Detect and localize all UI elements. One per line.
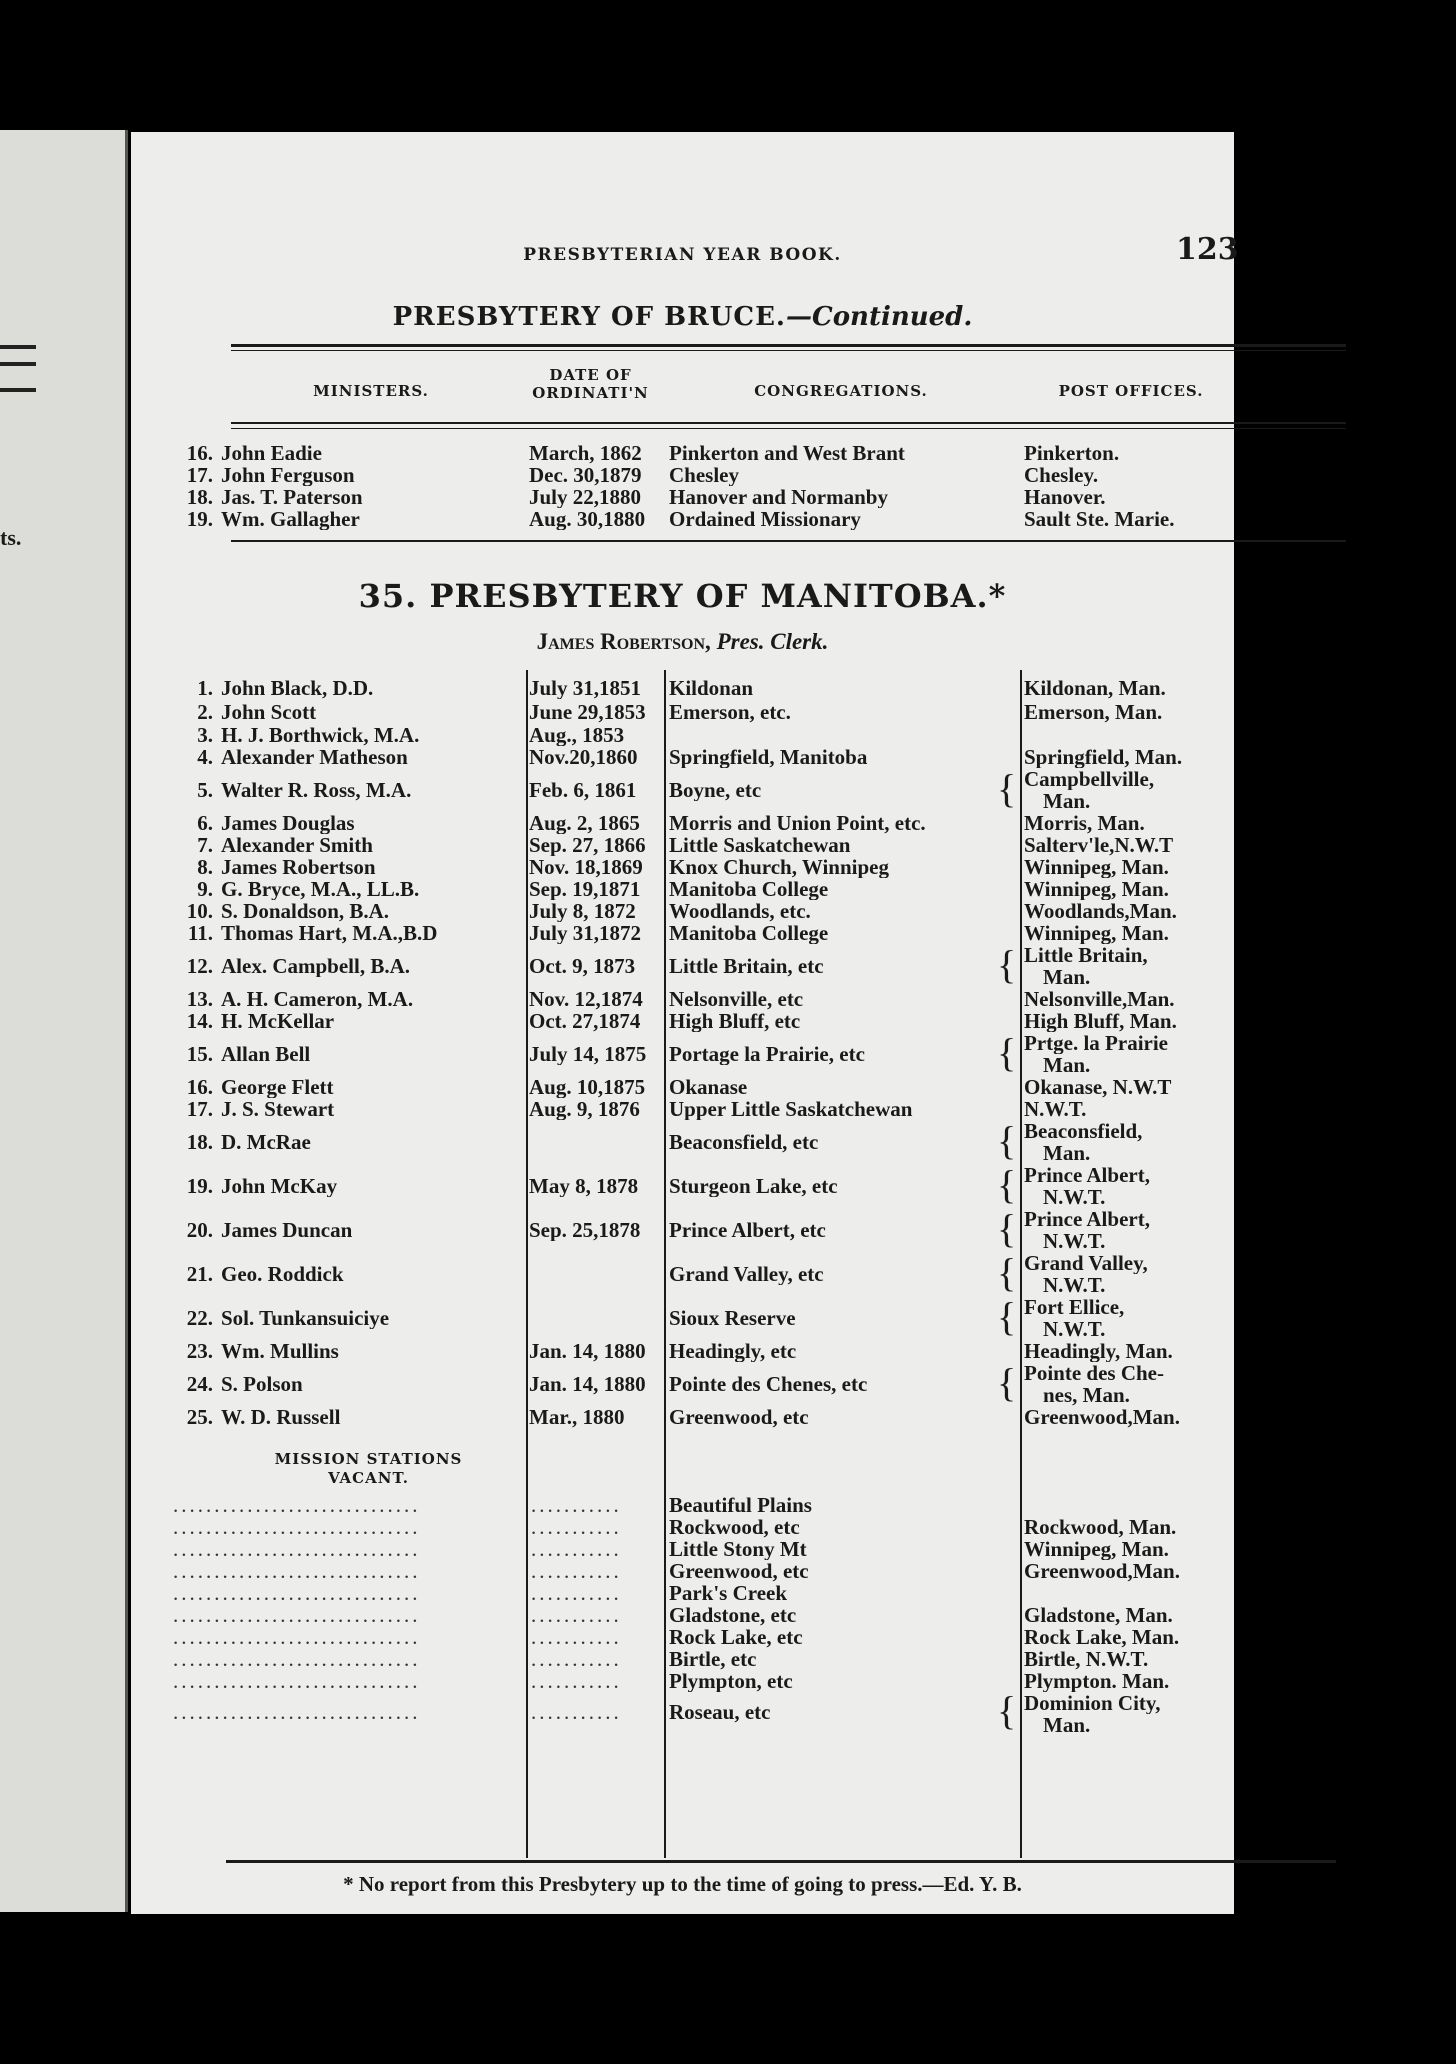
leader-dots: .............................. [173, 1516, 421, 1538]
ordination-date: Aug. 9, 1876 [529, 1098, 640, 1120]
leader-dots: ........... [531, 1494, 622, 1516]
minister-name: Allan Bell [221, 1043, 311, 1065]
leader-dots: ........... [531, 1516, 622, 1538]
congregation: Greenwood, etc [669, 1406, 809, 1428]
post-office: Winnipeg, Man. [1024, 856, 1169, 878]
manitoba-row [131, 1032, 1234, 1076]
post-office: Beaconsfield, [1024, 1120, 1143, 1142]
row-number: 16. [186, 1076, 213, 1098]
document-page [131, 132, 1239, 1914]
post-office: Kildonan, Man. [1024, 677, 1166, 699]
row-number: 22. [186, 1307, 213, 1329]
mission-row [131, 1582, 1234, 1604]
col-post-offices: POST OFFICES. [1058, 382, 1204, 400]
minister-name: James Robertson [221, 856, 376, 878]
minister-name: Thomas Hart, M.A.,B.D [221, 922, 438, 944]
manitoba-row [131, 768, 1234, 812]
congregation: Portage la Prairie, etc [669, 1043, 865, 1065]
post-office: Rockwood, Man. [1024, 1516, 1177, 1538]
manitoba-row [131, 1340, 1234, 1362]
mission-row [131, 1648, 1234, 1670]
minister-name: Geo. Roddick [221, 1263, 344, 1285]
ordination-date: July 22,1880 [529, 486, 642, 508]
row-number: 4. [197, 746, 213, 768]
post-office: High Bluff, Man. [1024, 1010, 1177, 1032]
minister-name: Alexander Smith [221, 834, 373, 856]
congregation: Grand Valley, etc [669, 1263, 824, 1285]
ordination-date: July 8, 1872 [529, 900, 636, 922]
post-office: N.W.T. [1024, 1098, 1087, 1120]
congregation: High Bluff, etc [669, 1010, 801, 1032]
manitoba-row [131, 1120, 1234, 1164]
congregation: Manitoba College [669, 878, 829, 900]
manitoba-row [131, 1296, 1234, 1340]
bruce-continued: —Continued. [786, 302, 973, 332]
manitoba-row [131, 900, 1234, 922]
post-office-line2: Man. [1043, 790, 1091, 812]
brace-glyph: { [997, 1121, 1017, 1161]
ordination-date: May 8, 1878 [529, 1175, 639, 1197]
brace-glyph: { [997, 1297, 1017, 1337]
leader-dots: .............................. [173, 1701, 421, 1723]
post-office: Prince Albert, [1024, 1164, 1150, 1186]
post-office: Pinkerton. [1024, 442, 1120, 464]
ordination-date: Feb. 6, 1861 [529, 779, 637, 801]
manitoba-row [131, 1252, 1234, 1296]
col-congregations: CONGREGATIONS. [754, 382, 928, 400]
mission-row [131, 1516, 1234, 1538]
manitoba-row [131, 856, 1234, 878]
congregation: Pointe des Chenes, etc [669, 1373, 868, 1395]
post-office-line2: N.W.T. [1043, 1274, 1106, 1296]
manitoba-row [131, 1010, 1234, 1032]
running-head: PRESBYTERIAN YEAR BOOK. [523, 245, 842, 265]
ordination-date: Jan. 14, 1880 [529, 1340, 646, 1362]
manitoba-row [131, 1164, 1234, 1208]
manitoba-title: 35. PRESBYTERY OF MANITOBA.* [358, 577, 1007, 615]
minister-name: W. D. Russell [221, 1406, 341, 1428]
congregation: Little Saskatchewan [669, 834, 851, 856]
congregation: Sioux Reserve [669, 1307, 796, 1329]
post-office: Gladstone, Man. [1024, 1604, 1173, 1626]
brace-glyph: { [997, 769, 1017, 809]
congregation: Woodlands, etc. [669, 900, 811, 922]
minister-name: S. Polson [221, 1373, 303, 1395]
row-number: 19. [186, 508, 213, 530]
manitoba-row [131, 724, 1234, 746]
row-number: 25. [186, 1406, 213, 1428]
congregation: Little Britain, etc [669, 955, 824, 977]
post-office: Little Britain, [1024, 944, 1148, 966]
post-office: Emerson, Man. [1024, 701, 1163, 723]
footnote: * No report from this Presbytery up to the time of going to press.—Ed. Y. B. [343, 1872, 1022, 1896]
ordination-date: Oct. 27,1874 [529, 1010, 641, 1032]
minister-name: J. S. Stewart [221, 1098, 335, 1120]
minister-name: James Douglas [221, 812, 355, 834]
bruce-row [131, 508, 1234, 530]
leader-dots: ........... [531, 1582, 622, 1604]
congregation: Knox Church, Winnipeg [669, 856, 889, 878]
mission-heading-line1: MISSION STATIONS [274, 1450, 463, 1468]
ordination-date: Dec. 30,1879 [529, 464, 642, 486]
row-number: 24. [186, 1373, 213, 1395]
row-number: 21. [186, 1263, 213, 1285]
manitoba-row [131, 1208, 1234, 1252]
mission-row [131, 1560, 1234, 1582]
congregation: Emerson, etc. [669, 701, 791, 723]
minister-name: John Scott [221, 701, 317, 723]
leader-dots: .............................. [173, 1582, 421, 1604]
congregation: Greenwood, etc [669, 1560, 809, 1582]
congregation: Birtle, etc [669, 1648, 757, 1670]
minister-name: Wm. Mullins [221, 1340, 339, 1362]
minister-name: James Duncan [221, 1219, 353, 1241]
minister-name: John Black, D.D. [221, 677, 374, 699]
clerk-role: Pres. Clerk. [716, 629, 829, 654]
row-number: 12. [186, 955, 213, 977]
row-number: 13. [186, 988, 213, 1010]
row-number: 2. [197, 701, 213, 723]
minister-name: H. McKellar [221, 1010, 335, 1032]
post-office: Pointe des Che- [1024, 1362, 1164, 1384]
manitoba-row [131, 1076, 1234, 1098]
minister-name: George Flett [221, 1076, 334, 1098]
mission-row [131, 1691, 1234, 1736]
adjacent-page-strip [0, 130, 128, 1912]
minister-name: D. McRae [221, 1131, 311, 1153]
leader-dots: ........... [531, 1701, 622, 1723]
ordination-date: July 31,1872 [529, 922, 642, 944]
manitoba-row [131, 677, 1234, 701]
ordination-date: Sep. 27, 1866 [529, 834, 646, 856]
page-gutter [125, 130, 128, 1912]
congregation: Rock Lake, etc [669, 1626, 803, 1648]
row-number: 18. [186, 486, 213, 508]
post-office: Prince Albert, [1024, 1208, 1150, 1230]
congregation: Springfield, Manitoba [669, 746, 868, 768]
brace-glyph: { [997, 1253, 1017, 1293]
ordination-date: Aug. 10,1875 [529, 1076, 646, 1098]
minister-name: G. Bryce, M.A., LL.B. [221, 878, 420, 900]
brace-glyph: { [997, 1691, 1017, 1731]
post-office: Salterv'le,N.W.T [1024, 834, 1174, 856]
brace-glyph: { [997, 1033, 1017, 1073]
row-number: 11. [187, 922, 213, 944]
page-number: 123 [1176, 232, 1239, 267]
leader-dots: ........... [531, 1626, 622, 1648]
leader-dots: .............................. [173, 1560, 421, 1582]
congregation: Sturgeon Lake, etc [669, 1175, 838, 1197]
congregation: Chesley [669, 464, 739, 486]
adjacent-rule [0, 345, 36, 349]
post-office: Sault Ste. Marie. [1024, 508, 1175, 530]
clerk-line [131, 629, 1234, 655]
bruce-table-end-rule [231, 540, 1346, 542]
manitoba-row [131, 701, 1234, 724]
row-number: 5. [197, 779, 213, 801]
row-number: 23. [186, 1340, 213, 1362]
post-office-line2: Man. [1043, 1714, 1091, 1736]
row-number: 7. [197, 834, 213, 856]
leader-dots: .............................. [173, 1670, 421, 1692]
row-number: 10. [186, 900, 213, 922]
congregation: Park's Creek [669, 1582, 788, 1604]
leader-dots: ........... [531, 1538, 622, 1560]
minister-name: Walter R. Ross, M.A. [221, 779, 412, 801]
post-office-line2: N.W.T. [1043, 1230, 1106, 1252]
minister-name: John Ferguson [221, 464, 355, 486]
manitoba-row [131, 988, 1234, 1010]
minister-name: Jas. T. Paterson [221, 486, 363, 508]
congregation: Hanover and Normanby [669, 486, 888, 508]
minister-name: John McKay [221, 1175, 338, 1197]
row-number: 17. [186, 1098, 213, 1120]
header-rule-bottom-thin [231, 428, 1346, 429]
ordination-date: Sep. 25,1878 [529, 1219, 641, 1241]
manitoba-row [131, 1098, 1234, 1120]
manitoba-row [131, 812, 1234, 834]
congregation: Boyne, etc [669, 779, 762, 801]
row-number: 3. [197, 724, 213, 746]
row-number: 9. [197, 878, 213, 900]
manitoba-row [131, 1362, 1234, 1406]
clerk-name: James Robertson, [536, 629, 711, 654]
bruce-row [131, 486, 1234, 508]
post-office-line2: Man. [1043, 1054, 1091, 1076]
row-number: 19. [186, 1175, 213, 1197]
bruce-row [131, 442, 1234, 464]
post-office: Okanase, N.W.T [1024, 1076, 1172, 1098]
congregation: Beaconsfield, etc [669, 1131, 819, 1153]
row-number: 8. [197, 856, 213, 878]
leader-dots: .............................. [173, 1648, 421, 1670]
ordination-date: Aug. 30,1880 [529, 508, 646, 530]
ordination-date: Mar., 1880 [529, 1406, 625, 1428]
adjacent-rule [0, 362, 36, 366]
post-office: Morris, Man. [1024, 812, 1145, 834]
minister-name: A. H. Cameron, M.A. [221, 988, 414, 1010]
mission-row [131, 1626, 1234, 1648]
minister-name: Sol. Tunkansuiciye [221, 1307, 390, 1329]
congregation: Morris and Union Point, etc. [669, 812, 926, 834]
leader-dots: .............................. [173, 1538, 421, 1560]
bruce-title: PRESBYTERY OF BRUCE. [392, 302, 786, 332]
congregation: Upper Little Saskatchewan [669, 1098, 913, 1120]
brace-glyph: { [997, 1165, 1017, 1205]
row-number: 20. [186, 1219, 213, 1241]
col-date [523, 366, 658, 402]
post-office: Prtge. la Prairie [1024, 1032, 1169, 1054]
congregation: Beautiful Plains [669, 1494, 812, 1516]
ordination-date: Jan. 14, 1880 [529, 1373, 646, 1395]
leader-dots: ........... [531, 1648, 622, 1670]
header-rule-bottom [231, 422, 1346, 424]
congregation: Manitoba College [669, 922, 829, 944]
minister-name: Alexander Matheson [221, 746, 408, 768]
post-office: Dominion City, [1024, 1692, 1161, 1714]
col-date-line2: ORDINATI'N [532, 384, 649, 402]
post-office: Fort Ellice, [1024, 1296, 1125, 1318]
mission-heading-line2: VACANT. [328, 1469, 409, 1487]
post-office-line2: nes, Man. [1043, 1384, 1130, 1406]
ordination-date: July 14, 1875 [529, 1043, 647, 1065]
manitoba-row [131, 746, 1234, 768]
post-office: Grand Valley, [1024, 1252, 1148, 1274]
post-office: Birtle, N.W.T. [1024, 1648, 1149, 1670]
row-number: 15. [186, 1043, 213, 1065]
manitoba-row [131, 878, 1234, 900]
congregation: Nelsonville, etc [669, 988, 804, 1010]
post-office-line2: N.W.T. [1043, 1186, 1106, 1208]
row-number: 18. [186, 1131, 213, 1153]
minister-name: H. J. Borthwick, M.A. [221, 724, 420, 746]
manitoba-row [131, 944, 1234, 988]
ordination-date: March, 1862 [529, 442, 642, 464]
row-number: 6. [197, 812, 213, 834]
leader-dots: .............................. [173, 1604, 421, 1626]
ordination-date: Aug., 1853 [529, 724, 625, 746]
ordination-date: Nov.20,1860 [529, 746, 638, 768]
leader-dots: ........... [531, 1560, 622, 1582]
post-office: Campbellville, [1024, 768, 1155, 790]
row-number: 1. [197, 677, 213, 699]
post-office: Nelsonville,Man. [1024, 988, 1175, 1010]
row-number: 14. [186, 1010, 213, 1032]
manitoba-row [131, 834, 1234, 856]
leader-dots: .............................. [173, 1626, 421, 1648]
brace-glyph: { [997, 1209, 1017, 1249]
bruce-row [131, 464, 1234, 486]
congregation: Little Stony Mt [669, 1538, 807, 1560]
leader-dots: .............................. [173, 1494, 421, 1516]
ordination-date: Nov. 18,1869 [529, 856, 643, 878]
post-office: Headingly, Man. [1024, 1340, 1173, 1362]
mission-heading [231, 1450, 506, 1488]
manitoba-row [131, 1406, 1234, 1428]
congregation: Gladstone, etc [669, 1604, 797, 1626]
post-office: Greenwood,Man. [1024, 1406, 1180, 1428]
minister-name: Wm. Gallagher [221, 508, 360, 530]
ordination-date: July 31,1851 [529, 677, 642, 699]
minister-name: S. Donaldson, B.A. [221, 900, 390, 922]
minister-name: John Eadie [221, 442, 322, 464]
post-office: Springfield, Man. [1024, 746, 1183, 768]
table-end-rule [226, 1860, 1336, 1863]
post-office: Rock Lake, Man. [1024, 1626, 1180, 1648]
row-number: 16. [186, 442, 213, 464]
adjacent-page-text: ts. [0, 525, 22, 550]
post-office: Chesley. [1024, 464, 1099, 486]
mission-row [131, 1670, 1234, 1692]
brace-glyph: { [997, 945, 1017, 985]
ordination-date: Oct. 9, 1873 [529, 955, 636, 977]
congregation: Ordained Missionary [669, 508, 861, 530]
mission-row [131, 1538, 1234, 1560]
leader-dots: ........... [531, 1670, 622, 1692]
post-office: Winnipeg, Man. [1024, 878, 1169, 900]
col-date-line1: DATE OF [549, 366, 632, 384]
post-office-line2: N.W.T. [1043, 1318, 1106, 1340]
ordination-date: Nov. 12,1874 [529, 988, 643, 1010]
ordination-date: Aug. 2, 1865 [529, 812, 640, 834]
col-ministers: MINISTERS. [313, 382, 429, 400]
post-office: Winnipeg, Man. [1024, 1538, 1169, 1560]
congregation: Roseau, etc [669, 1701, 771, 1723]
post-office: Woodlands,Man. [1024, 900, 1177, 922]
manitoba-row [131, 922, 1234, 944]
post-office-line2: Man. [1043, 966, 1091, 988]
congregation: Plympton, etc [669, 1670, 793, 1692]
ordination-date: June 29,1853 [529, 701, 646, 723]
post-office: Plympton. Man. [1024, 1670, 1170, 1692]
mission-row [131, 1494, 1234, 1516]
mission-row [131, 1604, 1234, 1626]
post-office-line2: Man. [1043, 1142, 1091, 1164]
congregation: Kildonan [669, 677, 754, 699]
congregation: Rockwood, etc [669, 1516, 800, 1538]
post-office: Greenwood,Man. [1024, 1560, 1180, 1582]
ordination-date: Sep. 19,1871 [529, 878, 641, 900]
row-number: 17. [186, 464, 213, 486]
post-office: Hanover. [1024, 486, 1106, 508]
minister-name: Alex. Campbell, B.A. [221, 955, 410, 977]
header-rule-top-thin [231, 350, 1346, 351]
header-rule-top [231, 344, 1346, 347]
adjacent-rule [0, 388, 36, 392]
congregation: Prince Albert, etc [669, 1219, 826, 1241]
congregation: Headingly, etc [669, 1340, 797, 1362]
congregation: Pinkerton and West Brant [669, 442, 905, 464]
brace-glyph: { [997, 1363, 1017, 1403]
congregation: Okanase [669, 1076, 748, 1098]
post-office: Winnipeg, Man. [1024, 922, 1169, 944]
leader-dots: ........... [531, 1604, 622, 1626]
bruce-section-title [131, 302, 1234, 332]
